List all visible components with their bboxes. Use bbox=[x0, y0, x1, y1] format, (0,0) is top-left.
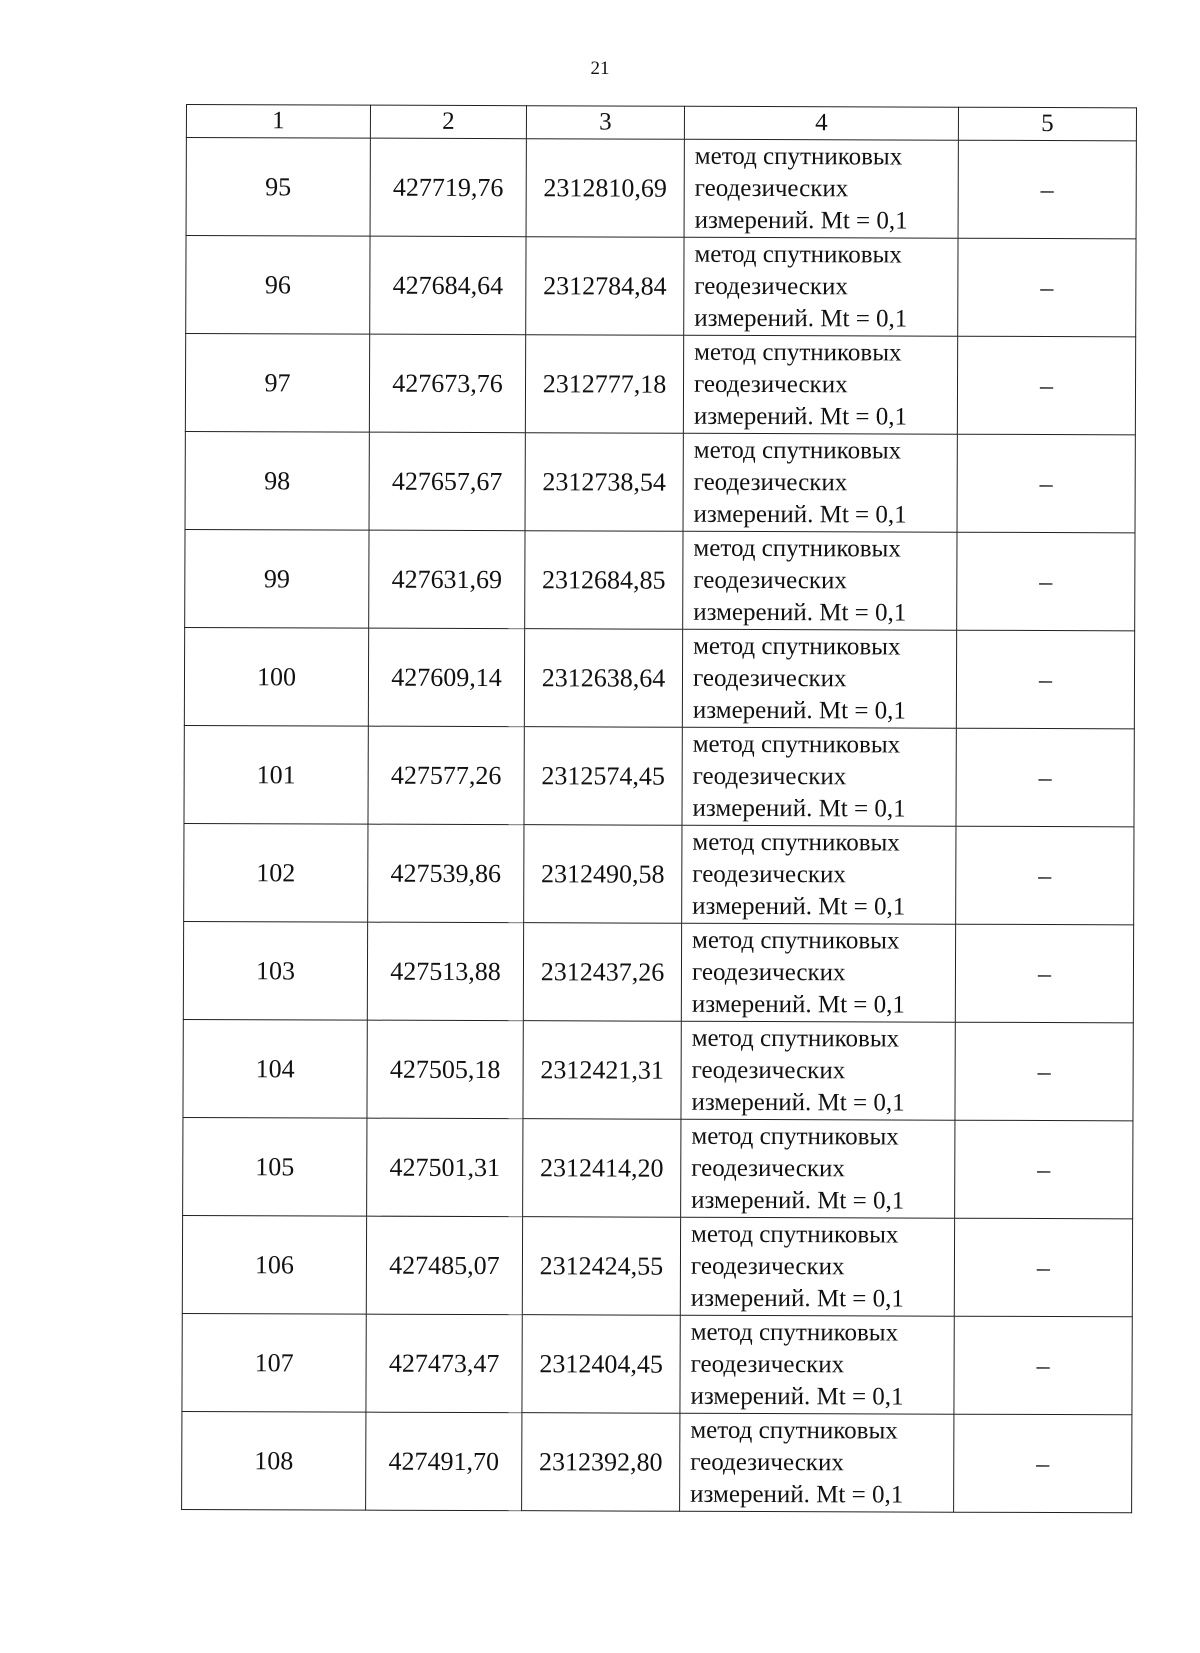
table-row bbox=[185, 529, 1135, 630]
x-coordinate-cell: 427501,31 bbox=[367, 1118, 523, 1217]
point-number-cell: 98 bbox=[185, 431, 369, 530]
y-coordinate-cell: 2312810,69 bbox=[526, 139, 684, 238]
method-line: метод спутниковых bbox=[692, 828, 900, 856]
method-line: метод спутниковых bbox=[694, 240, 902, 268]
method-cell bbox=[681, 1119, 955, 1218]
note-cell: – bbox=[954, 1414, 1132, 1513]
note-cell: – bbox=[957, 434, 1135, 533]
note-cell: – bbox=[956, 728, 1134, 827]
x-coordinate-cell: 427609,14 bbox=[368, 628, 524, 727]
method-line: геодезических bbox=[692, 762, 847, 790]
header-row bbox=[186, 105, 1136, 141]
table-row bbox=[184, 627, 1134, 728]
method-line: измерений. Mt = 0,1 bbox=[694, 206, 908, 235]
note-cell: – bbox=[958, 140, 1136, 239]
note-cell: – bbox=[954, 1316, 1132, 1415]
note-cell: – bbox=[957, 336, 1135, 435]
note-cell: – bbox=[955, 1022, 1133, 1121]
table-row bbox=[186, 138, 1136, 239]
point-number-cell: 97 bbox=[185, 334, 369, 433]
table-row bbox=[182, 1215, 1132, 1316]
x-coordinate-cell: 427505,18 bbox=[367, 1020, 523, 1119]
method-line: метод спутниковых bbox=[690, 1416, 898, 1444]
method-line: измерений. Mt = 0,1 bbox=[690, 1284, 904, 1313]
method-line: измерений. Mt = 0,1 bbox=[691, 1186, 905, 1215]
point-number-cell: 103 bbox=[183, 921, 367, 1020]
point-number-cell: 101 bbox=[184, 725, 368, 824]
x-coordinate-cell: 427684,64 bbox=[370, 236, 526, 335]
y-coordinate-cell: 2312684,85 bbox=[525, 531, 683, 630]
y-coordinate-cell: 2312738,54 bbox=[525, 433, 683, 532]
table-row bbox=[183, 1019, 1133, 1120]
method-line: измерений. Mt = 0,1 bbox=[692, 794, 906, 823]
method-cell bbox=[683, 531, 957, 630]
method-line: метод спутниковых bbox=[694, 142, 903, 171]
method-cell bbox=[680, 1315, 954, 1414]
method-line: метод спутниковых bbox=[691, 1220, 899, 1248]
method-line: метод спутниковых bbox=[691, 1122, 899, 1150]
method-cell bbox=[680, 1217, 954, 1316]
table-row bbox=[182, 1313, 1132, 1414]
point-number-cell: 104 bbox=[183, 1019, 367, 1118]
method-line: измерений. Mt = 0,1 bbox=[691, 1088, 905, 1117]
table-row bbox=[182, 1411, 1132, 1512]
x-coordinate-cell: 427485,07 bbox=[366, 1216, 522, 1315]
method-line: геодезических bbox=[690, 1350, 845, 1378]
note-cell: – bbox=[954, 1218, 1132, 1317]
point-number-cell: 108 bbox=[182, 1411, 366, 1510]
method-line: измерений. Mt = 0,1 bbox=[693, 500, 907, 529]
y-coordinate-cell: 2312490,58 bbox=[524, 825, 682, 924]
method-line: измерений. Mt = 0,1 bbox=[693, 402, 908, 431]
note-cell: – bbox=[955, 924, 1133, 1023]
y-coordinate-cell: 2312437,26 bbox=[523, 923, 681, 1022]
method-cell bbox=[684, 139, 958, 238]
table-header bbox=[186, 105, 1136, 141]
y-coordinate-cell: 2312777,18 bbox=[525, 335, 683, 434]
x-coordinate-cell: 427577,26 bbox=[368, 726, 524, 825]
y-coordinate-cell: 2312424,55 bbox=[522, 1217, 680, 1316]
method-cell bbox=[680, 1413, 954, 1512]
table-row bbox=[186, 236, 1136, 337]
method-line: метод спутниковых bbox=[692, 730, 901, 758]
method-line: измерений. Mt = 0,1 bbox=[691, 990, 905, 1019]
method-line: метод спутниковых bbox=[691, 1024, 900, 1052]
table-row bbox=[183, 1117, 1133, 1218]
method-cell bbox=[683, 433, 957, 532]
point-number-cell: 96 bbox=[186, 236, 370, 335]
point-number-cell: 95 bbox=[186, 138, 370, 237]
y-coordinate-cell: 2312404,45 bbox=[522, 1315, 680, 1414]
point-number-cell: 99 bbox=[185, 529, 369, 628]
table-row bbox=[184, 725, 1134, 826]
column-header-3: 3 bbox=[526, 106, 684, 140]
x-coordinate-cell: 427631,69 bbox=[369, 530, 525, 629]
note-cell: – bbox=[956, 826, 1134, 925]
table-row bbox=[185, 431, 1135, 532]
x-coordinate-cell: 427673,76 bbox=[369, 334, 525, 433]
y-coordinate-cell: 2312784,84 bbox=[526, 237, 684, 336]
method-line: геодезических bbox=[690, 1252, 845, 1280]
x-coordinate-cell: 427491,70 bbox=[366, 1412, 522, 1511]
table-row bbox=[183, 921, 1133, 1022]
x-coordinate-cell: 427473,47 bbox=[366, 1314, 522, 1413]
method-line: метод спутниковых bbox=[693, 436, 902, 464]
method-line: измерений. Mt = 0,1 bbox=[692, 696, 907, 725]
table-row bbox=[185, 334, 1135, 435]
note-cell: – bbox=[958, 238, 1136, 337]
method-line: измерений. Mt = 0,1 bbox=[694, 304, 908, 333]
x-coordinate-cell: 427513,88 bbox=[367, 922, 523, 1021]
column-header-1: 1 bbox=[186, 105, 370, 139]
note-cell: – bbox=[955, 1120, 1133, 1219]
method-line: геодезических bbox=[694, 174, 849, 202]
coordinates-table bbox=[181, 104, 1137, 1513]
point-number-cell: 107 bbox=[182, 1313, 366, 1412]
y-coordinate-cell: 2312574,45 bbox=[524, 727, 682, 826]
method-line: измерений. Mt = 0,1 bbox=[693, 598, 907, 627]
y-coordinate-cell: 2312392,80 bbox=[522, 1413, 680, 1512]
method-cell bbox=[681, 923, 955, 1022]
method-line: геодезических bbox=[693, 468, 848, 496]
method-cell bbox=[683, 335, 957, 434]
method-line: метод спутниковых bbox=[694, 338, 902, 366]
method-line: метод спутниковых bbox=[693, 632, 901, 660]
method-line: геодезических bbox=[694, 272, 849, 300]
x-coordinate-cell: 427539,86 bbox=[368, 824, 524, 923]
method-line: геодезических bbox=[691, 1056, 846, 1084]
method-line: геодезических bbox=[691, 1154, 845, 1182]
method-line: геодезических bbox=[692, 860, 846, 888]
method-cell bbox=[682, 629, 956, 728]
column-header-4: 4 bbox=[684, 106, 958, 140]
point-number-cell: 100 bbox=[184, 627, 368, 726]
method-line: геодезических bbox=[693, 370, 848, 398]
method-line: геодезических bbox=[692, 664, 847, 692]
method-cell bbox=[682, 825, 956, 924]
point-number-cell: 105 bbox=[183, 1117, 367, 1216]
method-cell bbox=[681, 1021, 955, 1120]
table-body bbox=[182, 138, 1137, 1513]
table-row bbox=[184, 823, 1134, 924]
method-line: геодезических bbox=[693, 566, 847, 594]
x-coordinate-cell: 427719,76 bbox=[370, 138, 526, 237]
method-line: измерений. Mt = 0,1 bbox=[692, 892, 906, 921]
x-coordinate-cell: 427657,67 bbox=[369, 432, 525, 531]
point-number-cell: 102 bbox=[184, 823, 368, 922]
y-coordinate-cell: 2312638,64 bbox=[524, 629, 682, 728]
note-cell: – bbox=[957, 532, 1135, 631]
column-header-2: 2 bbox=[370, 105, 526, 139]
method-line: измерений. Mt = 0,1 bbox=[690, 1382, 904, 1411]
method-line: геодезических bbox=[691, 958, 846, 986]
method-line: метод спутниковых bbox=[690, 1318, 899, 1346]
method-cell bbox=[682, 727, 956, 826]
method-cell bbox=[684, 237, 958, 336]
y-coordinate-cell: 2312414,20 bbox=[523, 1119, 681, 1218]
column-header-5: 5 bbox=[958, 107, 1136, 141]
page-number: 21 bbox=[590, 58, 610, 79]
point-number-cell: 106 bbox=[182, 1215, 366, 1314]
method-line: измерений. Mt = 0,1 bbox=[690, 1480, 904, 1509]
method-line: метод спутниковых bbox=[692, 926, 900, 954]
y-coordinate-cell: 2312421,31 bbox=[523, 1021, 681, 1120]
method-line: геодезических bbox=[690, 1448, 844, 1476]
method-line: метод спутниковых bbox=[693, 534, 901, 562]
note-cell: – bbox=[956, 630, 1134, 729]
